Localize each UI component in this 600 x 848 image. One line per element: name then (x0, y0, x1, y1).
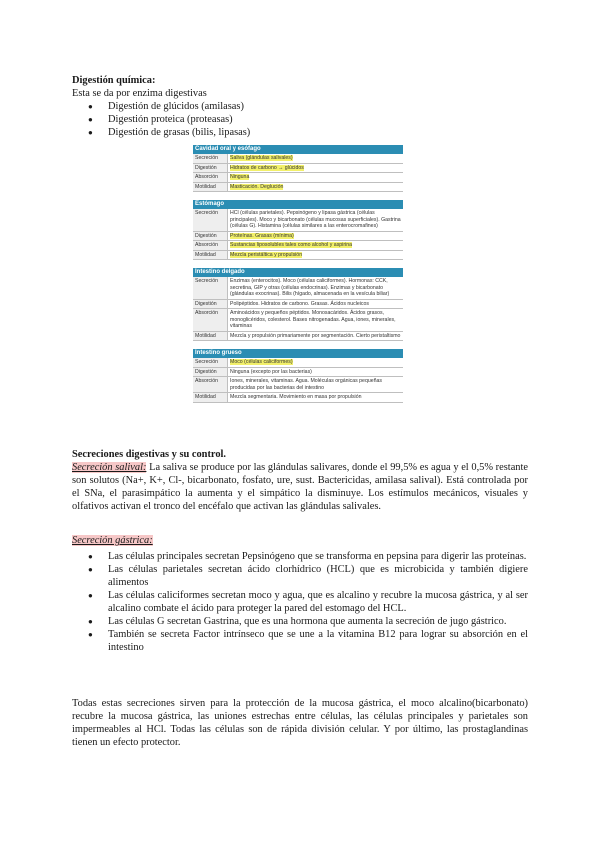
table-row (193, 251, 403, 261)
table-section-title: Cavidad oral y esófago (193, 145, 403, 154)
table-value: Mezcla segmentaria. Movimiento en masa por propulsión (227, 393, 403, 402)
gastrica-bullets (88, 550, 528, 654)
table-value: Aminoácidos y pequeños péptidos. Monosacáridos. Ácidos grasos, monoglicéridos, colesterol. Bases nitrogenadas. Agua, iones, minerales, vitaminas (227, 309, 403, 331)
table-value: Proteínas. Grasas (mínima) (230, 232, 294, 239)
table-value: Mezcla y propulsión primariamente por segmentación. Cierto peristaltismo (227, 332, 403, 341)
table-value: Mezcla peristáltica y propulsión (230, 251, 303, 258)
table-value: Masticación. Deglución (230, 183, 284, 190)
table-key: Absorción (193, 241, 227, 250)
list-item: ● Las células G secretan Gastrina, que es una hormona que aumenta la secreción de jugo gástrico. (88, 615, 528, 628)
paragraph-salival (72, 461, 528, 513)
table-key: Secreción (193, 277, 227, 299)
table-row (193, 232, 403, 242)
table-key: Secreción (193, 209, 227, 231)
heading-digestion-quimica: Digestión química: (72, 75, 156, 86)
table-value: Hidratos de carbono → glúcidos (230, 164, 304, 171)
table-row (193, 368, 403, 378)
list-item: ● Las células parietales secretan ácido clorhídrico (HCL) que es microbicida y también digiere alimentos (88, 563, 528, 589)
table-row (193, 377, 403, 393)
table-row (193, 183, 403, 193)
digestion-bullets (88, 100, 250, 139)
table-value: Saliva (glándulas salivales) (230, 155, 293, 161)
table-value: Ninguna (230, 174, 250, 180)
list-item: ● Digestión proteica (proteasas) (88, 113, 250, 126)
table-value: HCl (células parietales). Pepsinógeno y lipasa gástrica (células principales). Moco y bicarbonato (células mucosas superficiales). Gastrina (células G). Histamina (células similares a las enterocromafines) (227, 209, 403, 231)
table-key: Digestión (193, 232, 227, 241)
table-value: Enzimas (enterocitos). Moco (células caliciformes). Hormonas: CCK, secretina, GIP y otras (células endocrinas). Enzimas y bicarbonato (glándulas exocrinas). Bilis (hígado, almacenada en la vesícula biliar) (227, 277, 403, 299)
paragraph-closing: Todas estas secreciones sirven para la protección de la mucosa gástrica, el moco alcalino(bicarbonato) recubre la mucosa gástrica, las uniones estrechas entre células, las células principales y parietales son impermeables al HCl. Todas las células son de rápida división celular. Y por último, las prostaglandinas tienen un efecto protector. (72, 698, 528, 748)
table-row (193, 358, 403, 368)
list-item: ● Digestión de grasas (bilis, lipasas) (88, 126, 250, 139)
table-section-title: Estómago (193, 200, 403, 209)
list-item: ● También se secreta Factor intrínseco que se une a la vitamina B12 para lograr su absorción en el intestino (88, 628, 528, 654)
intro-text: Esta se da por enzima digestivas (72, 88, 207, 99)
table-key: Digestión (193, 368, 227, 377)
table-key: Motilidad (193, 393, 227, 402)
salival-text: La saliva se produce por las glándulas salivares, donde el 99,5% es agua y el 0,5% restante son solutos (Na+, K+, Cl-, bicarbonato, fosfato, ure, sust. Bactericidas, amilasa salival). Está controlada por el SNa, el parasimpático la aumenta y el simpático la disminuye. Los estímulos mecánicos, visuales y olfativos activan el tronco del encéfalo que activan las glándulas salivales. (72, 462, 528, 512)
label-secrecion-salival: Secreción salival: (72, 462, 147, 473)
table-key: Motilidad (193, 183, 227, 192)
table-value: Ninguna (excepto por las bacterias) (227, 368, 403, 377)
table-row (193, 154, 403, 164)
table-row (193, 241, 403, 251)
heading-secreciones: Secreciones digestivas y su control. (72, 449, 227, 460)
table-key: Secreción (193, 154, 227, 163)
table-value: Moco (células caliciformes) (230, 359, 293, 365)
table-row (193, 277, 403, 300)
table-key: Absorción (193, 309, 227, 331)
table-value: Polipéptidos. Hidratos de carbono. Grasas. Ácidos nucleicos (227, 300, 403, 309)
table-key: Motilidad (193, 251, 227, 260)
table-key: Absorción (193, 173, 227, 182)
table-key: Digestión (193, 164, 227, 173)
digestive-system-table (193, 145, 403, 403)
table-row (193, 393, 403, 403)
table-key: Absorción (193, 377, 227, 392)
paragraph-gastrica-label (72, 534, 153, 547)
list-item: ● Las células principales secretan Pepsinógeno que se transforma en pepsina para digerir las proteínas. (88, 550, 528, 563)
table-key: Secreción (193, 358, 227, 367)
table-key: Digestión (193, 300, 227, 309)
table-row (193, 173, 403, 183)
table-row (193, 300, 403, 310)
label-secrecion-gastrica: Secreción gástrica: (72, 535, 153, 546)
list-item: ● Las células caliciformes secretan moco y agua, que es alcalino y recubre la mucosa gástrica, y al ser alcalino combate el ácido para proteger la pared del estomago del HCL. (88, 589, 528, 615)
table-section-title: Intestino grueso (193, 349, 403, 358)
table-row (193, 209, 403, 232)
table-row (193, 164, 403, 174)
table-value: Iones, minerales, vitaminas. Agua. Moléculas orgánicas pequeñas producidas por las bacterias del intestino (227, 377, 403, 392)
table-row (193, 309, 403, 332)
list-item: ● Digestión de glúcidos (amilasas) (88, 100, 250, 113)
table-section-title: Intestino delgado (193, 268, 403, 277)
table-row (193, 332, 403, 342)
table-key: Motilidad (193, 332, 227, 341)
table-value: Sustancias liposolubles tales como alcohol y aspirina (230, 242, 352, 248)
